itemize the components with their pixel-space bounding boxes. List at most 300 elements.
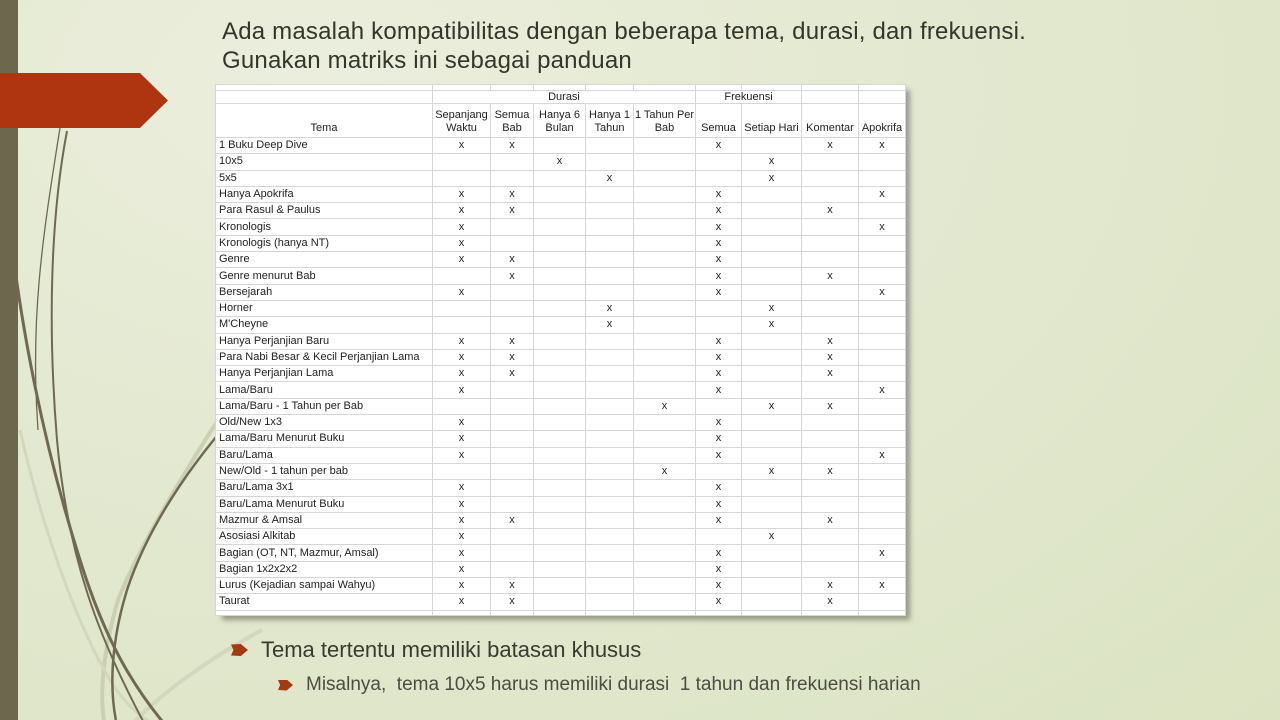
- mark-cell: [534, 561, 586, 577]
- grass-stem-dark: [8, 205, 162, 720]
- mark-cell: x: [433, 366, 491, 382]
- tema-cell: Horner: [216, 300, 433, 316]
- mark-cell: x: [742, 317, 802, 333]
- mark-cell: [586, 561, 634, 577]
- mark-cell: x: [742, 300, 802, 316]
- mark-cell: x: [696, 284, 742, 300]
- mark-cell: x: [433, 186, 491, 202]
- tema-cell: Bagian (OT, NT, Mazmur, Amsal): [216, 545, 433, 561]
- table-row: [216, 333, 906, 349]
- red-arrow-decoration: [0, 73, 168, 128]
- mark-cell: [534, 138, 586, 154]
- mark-cell: x: [696, 480, 742, 496]
- mark-cell: [859, 594, 906, 610]
- mark-cell: [586, 431, 634, 447]
- column-header: Hanya 1 Tahun: [586, 104, 634, 138]
- mark-cell: [433, 268, 491, 284]
- mark-cell: [491, 317, 534, 333]
- mark-cell: [634, 512, 696, 528]
- mark-cell: x: [491, 186, 534, 202]
- mark-cell: [802, 186, 859, 202]
- mark-cell: x: [433, 561, 491, 577]
- empty-cell: [534, 610, 586, 615]
- tema-cell: Bersejarah: [216, 284, 433, 300]
- mark-cell: [634, 252, 696, 268]
- mark-cell: [742, 349, 802, 365]
- mark-cell: x: [433, 219, 491, 235]
- mark-cell: x: [433, 480, 491, 496]
- mark-cell: [696, 529, 742, 545]
- mark-cell: [491, 463, 534, 479]
- mark-cell: [742, 512, 802, 528]
- table-row: [216, 398, 906, 414]
- mark-cell: x: [433, 349, 491, 365]
- mark-cell: [491, 561, 534, 577]
- bullet-arrow-icon: [231, 644, 248, 656]
- mark-cell: x: [859, 138, 906, 154]
- mark-cell: [742, 252, 802, 268]
- mark-cell: [802, 219, 859, 235]
- mark-cell: [534, 186, 586, 202]
- mark-cell: [742, 480, 802, 496]
- table-row: [216, 170, 906, 186]
- empty-cell: [742, 610, 802, 615]
- tema-cell: M'Cheyne: [216, 317, 433, 333]
- mark-cell: [634, 235, 696, 251]
- table-row: [216, 284, 906, 300]
- mark-cell: [802, 284, 859, 300]
- table-row: [216, 578, 906, 594]
- mark-cell: [634, 529, 696, 545]
- mark-cell: x: [859, 545, 906, 561]
- mark-cell: [586, 284, 634, 300]
- mark-cell: [802, 252, 859, 268]
- grass-stem-dark: [52, 131, 143, 720]
- tema-cell: Lama/Baru Menurut Buku: [216, 431, 433, 447]
- mark-cell: x: [491, 578, 534, 594]
- mark-cell: [634, 480, 696, 496]
- mark-cell: x: [433, 594, 491, 610]
- mark-cell: [534, 219, 586, 235]
- tema-cell: Genre menurut Bab: [216, 268, 433, 284]
- mark-cell: [742, 545, 802, 561]
- tema-cell: Para Nabi Besar & Kecil Perjanjian Lama: [216, 349, 433, 365]
- mark-cell: [634, 431, 696, 447]
- mark-cell: [586, 463, 634, 479]
- mark-cell: [859, 170, 906, 186]
- mark-cell: [534, 594, 586, 610]
- mark-cell: [586, 154, 634, 170]
- mark-cell: [859, 431, 906, 447]
- mark-cell: [634, 578, 696, 594]
- mark-cell: [491, 480, 534, 496]
- table-row: [216, 268, 906, 284]
- mark-cell: [696, 398, 742, 414]
- grass-stem-dark: [35, 128, 60, 430]
- mark-cell: [534, 447, 586, 463]
- tema-cell: 10x5: [216, 154, 433, 170]
- mark-cell: [634, 138, 696, 154]
- mark-cell: [859, 480, 906, 496]
- title-line-1: Ada masalah kompatibilitas dengan beberapa tema, durasi, dan frekuensi.: [222, 18, 1027, 45]
- mark-cell: [802, 382, 859, 398]
- mark-cell: x: [802, 366, 859, 382]
- tema-cell: Hanya Perjanjian Lama: [216, 366, 433, 382]
- mark-cell: [859, 398, 906, 414]
- mark-cell: x: [433, 529, 491, 545]
- table-row: [216, 317, 906, 333]
- table-row: [216, 610, 906, 615]
- mark-cell: [742, 333, 802, 349]
- table-row: [216, 252, 906, 268]
- mark-cell: [859, 415, 906, 431]
- mark-cell: [634, 382, 696, 398]
- mark-cell: [534, 545, 586, 561]
- mark-cell: x: [433, 496, 491, 512]
- mark-cell: x: [802, 138, 859, 154]
- mark-cell: [534, 398, 586, 414]
- mark-cell: x: [802, 333, 859, 349]
- mark-cell: [534, 170, 586, 186]
- table-row: [216, 366, 906, 382]
- table-row: [216, 235, 906, 251]
- mark-cell: [534, 366, 586, 382]
- mark-cell: [586, 349, 634, 365]
- empty-cell: [216, 610, 433, 615]
- mark-cell: [634, 268, 696, 284]
- mark-cell: [491, 219, 534, 235]
- mark-cell: [742, 268, 802, 284]
- mark-cell: [491, 235, 534, 251]
- mark-cell: [742, 203, 802, 219]
- mark-cell: [534, 252, 586, 268]
- mark-cell: [491, 154, 534, 170]
- matrix-table: [215, 84, 906, 616]
- mark-cell: [742, 415, 802, 431]
- mark-cell: x: [696, 366, 742, 382]
- compatibility-matrix: [215, 84, 905, 616]
- mark-cell: [859, 317, 906, 333]
- mark-cell: [491, 431, 534, 447]
- mark-cell: x: [433, 284, 491, 300]
- mark-cell: [802, 447, 859, 463]
- mark-cell: [534, 529, 586, 545]
- tema-cell: Kronologis: [216, 219, 433, 235]
- mark-cell: x: [696, 545, 742, 561]
- mark-cell: [534, 317, 586, 333]
- mark-cell: [696, 300, 742, 316]
- mark-cell: x: [433, 578, 491, 594]
- mark-cell: x: [696, 512, 742, 528]
- mark-cell: x: [802, 594, 859, 610]
- mark-cell: x: [634, 398, 696, 414]
- mark-cell: [802, 154, 859, 170]
- mark-cell: [586, 480, 634, 496]
- mark-cell: x: [491, 333, 534, 349]
- column-header: Komentar: [802, 104, 859, 138]
- mark-cell: x: [802, 349, 859, 365]
- mark-cell: x: [491, 349, 534, 365]
- mark-cell: [433, 317, 491, 333]
- empty-cell: [859, 610, 906, 615]
- mark-cell: [742, 219, 802, 235]
- tema-cell: Baru/Lama 3x1: [216, 480, 433, 496]
- mark-cell: x: [742, 398, 802, 414]
- table-row: [216, 463, 906, 479]
- bullet-item-2: [278, 674, 921, 696]
- mark-cell: [634, 186, 696, 202]
- mark-cell: [491, 496, 534, 512]
- table-row: [216, 561, 906, 577]
- mark-cell: x: [859, 219, 906, 235]
- mark-cell: x: [742, 529, 802, 545]
- table-column-header: [216, 104, 906, 138]
- mark-cell: [586, 333, 634, 349]
- tema-cell: Baru/Lama: [216, 447, 433, 463]
- column-header: Hanya 6 Bulan: [534, 104, 586, 138]
- mark-cell: [534, 578, 586, 594]
- mark-cell: x: [742, 463, 802, 479]
- table-row: [216, 138, 906, 154]
- mark-cell: x: [696, 447, 742, 463]
- mark-cell: [534, 431, 586, 447]
- mark-cell: [433, 154, 491, 170]
- mark-cell: [802, 317, 859, 333]
- mark-cell: [534, 480, 586, 496]
- mark-cell: x: [859, 284, 906, 300]
- mark-cell: [586, 235, 634, 251]
- empty-cell: [216, 91, 433, 104]
- mark-cell: [859, 252, 906, 268]
- mark-cell: x: [433, 235, 491, 251]
- mark-cell: [742, 578, 802, 594]
- mark-cell: x: [433, 447, 491, 463]
- mark-cell: x: [802, 463, 859, 479]
- mark-cell: [534, 496, 586, 512]
- tema-cell: Lama/Baru: [216, 382, 433, 398]
- mark-cell: [491, 382, 534, 398]
- tema-cell: Lama/Baru - 1 Tahun per Bab: [216, 398, 433, 414]
- mark-cell: x: [433, 512, 491, 528]
- tema-cell: Bagian 1x2x2x2: [216, 561, 433, 577]
- mark-cell: [859, 366, 906, 382]
- mark-cell: [534, 284, 586, 300]
- group-header-durasi: Durasi: [433, 91, 696, 104]
- mark-cell: x: [802, 512, 859, 528]
- slide-title: [222, 17, 1202, 75]
- mark-cell: [491, 545, 534, 561]
- mark-cell: [859, 496, 906, 512]
- mark-cell: [586, 529, 634, 545]
- mark-cell: [534, 268, 586, 284]
- mark-cell: [859, 268, 906, 284]
- mark-cell: x: [696, 561, 742, 577]
- bullet-1-text: Tema tertentu memiliki batasan khusus: [261, 637, 642, 662]
- column-header: Setiap Hari: [742, 104, 802, 138]
- tema-cell: 5x5: [216, 170, 433, 186]
- mark-cell: x: [696, 415, 742, 431]
- mark-cell: [534, 415, 586, 431]
- mark-cell: [634, 333, 696, 349]
- mark-cell: x: [586, 170, 634, 186]
- mark-cell: [696, 154, 742, 170]
- mark-cell: x: [491, 366, 534, 382]
- mark-cell: x: [696, 219, 742, 235]
- mark-cell: [859, 154, 906, 170]
- mark-cell: [859, 512, 906, 528]
- mark-cell: x: [696, 578, 742, 594]
- mark-cell: x: [696, 268, 742, 284]
- mark-cell: [802, 480, 859, 496]
- mark-cell: [433, 170, 491, 186]
- empty-cell: [859, 91, 906, 104]
- mark-cell: [634, 349, 696, 365]
- table-row: [216, 300, 906, 316]
- mark-cell: [634, 366, 696, 382]
- tema-cell: Kronologis (hanya NT): [216, 235, 433, 251]
- mark-cell: x: [696, 186, 742, 202]
- mark-cell: [802, 529, 859, 545]
- mark-cell: [742, 594, 802, 610]
- table-row: [216, 219, 906, 235]
- mark-cell: [859, 349, 906, 365]
- mark-cell: x: [491, 268, 534, 284]
- mark-cell: [491, 447, 534, 463]
- table-row: [216, 203, 906, 219]
- mark-cell: x: [433, 203, 491, 219]
- mark-cell: [634, 284, 696, 300]
- tema-cell: Genre: [216, 252, 433, 268]
- mark-cell: x: [742, 154, 802, 170]
- mark-cell: [534, 203, 586, 219]
- mark-cell: [802, 496, 859, 512]
- column-header: Tema: [216, 104, 433, 138]
- mark-cell: [696, 317, 742, 333]
- mark-cell: [742, 138, 802, 154]
- empty-cell: [802, 610, 859, 615]
- mark-cell: [802, 545, 859, 561]
- mark-cell: [586, 415, 634, 431]
- bullet-item-1: [231, 637, 641, 663]
- mark-cell: x: [802, 578, 859, 594]
- mark-cell: [802, 170, 859, 186]
- mark-cell: [534, 382, 586, 398]
- table-row: [216, 529, 906, 545]
- empty-cell: [586, 610, 634, 615]
- mark-cell: x: [742, 170, 802, 186]
- mark-cell: [491, 415, 534, 431]
- table-row: [216, 480, 906, 496]
- mark-cell: [586, 545, 634, 561]
- mark-cell: x: [586, 300, 634, 316]
- mark-cell: x: [802, 268, 859, 284]
- tema-cell: Asosiasi Alkitab: [216, 529, 433, 545]
- mark-cell: [586, 578, 634, 594]
- tema-cell: Taurat: [216, 594, 433, 610]
- mark-cell: [859, 529, 906, 545]
- mark-cell: [742, 496, 802, 512]
- mark-cell: x: [802, 203, 859, 219]
- table-group-header: [216, 91, 906, 104]
- mark-cell: x: [634, 463, 696, 479]
- mark-cell: [859, 463, 906, 479]
- mark-cell: [742, 561, 802, 577]
- group-header-frekuensi: Frekuensi: [696, 91, 802, 104]
- table-row: [216, 431, 906, 447]
- mark-cell: [491, 284, 534, 300]
- mark-cell: x: [696, 431, 742, 447]
- mark-cell: [742, 431, 802, 447]
- mark-cell: [696, 463, 742, 479]
- table-row: [216, 447, 906, 463]
- empty-cell: [433, 610, 491, 615]
- mark-cell: x: [696, 382, 742, 398]
- title-line-2: Gunakan matriks ini sebagai panduan: [222, 47, 632, 74]
- table-row: [216, 496, 906, 512]
- mark-cell: [742, 284, 802, 300]
- table-row: [216, 349, 906, 365]
- table-row: [216, 512, 906, 528]
- mark-cell: [586, 366, 634, 382]
- tema-cell: Hanya Perjanjian Baru: [216, 333, 433, 349]
- mark-cell: [859, 561, 906, 577]
- mark-cell: [802, 415, 859, 431]
- mark-cell: [802, 431, 859, 447]
- mark-cell: x: [859, 186, 906, 202]
- mark-cell: x: [696, 252, 742, 268]
- mark-cell: [742, 447, 802, 463]
- tema-cell: Hanya Apokrifa: [216, 186, 433, 202]
- table-row: [216, 594, 906, 610]
- mark-cell: x: [433, 252, 491, 268]
- mark-cell: x: [433, 415, 491, 431]
- mark-cell: [586, 203, 634, 219]
- mark-cell: x: [534, 154, 586, 170]
- mark-cell: [802, 300, 859, 316]
- mark-cell: [742, 235, 802, 251]
- mark-cell: [586, 219, 634, 235]
- mark-cell: [491, 529, 534, 545]
- mark-cell: x: [696, 594, 742, 610]
- mark-cell: [696, 170, 742, 186]
- mark-cell: [534, 512, 586, 528]
- mark-cell: x: [696, 349, 742, 365]
- mark-cell: [534, 300, 586, 316]
- mark-cell: x: [433, 545, 491, 561]
- tema-cell: 1 Buku Deep Dive: [216, 138, 433, 154]
- mark-cell: x: [433, 382, 491, 398]
- empty-cell: [696, 610, 742, 615]
- mark-cell: [491, 170, 534, 186]
- mark-cell: x: [802, 398, 859, 414]
- mark-cell: [586, 382, 634, 398]
- mark-cell: [634, 300, 696, 316]
- bullet-arrow-icon: [278, 680, 293, 691]
- mark-cell: [634, 317, 696, 333]
- mark-cell: x: [491, 594, 534, 610]
- mark-cell: x: [433, 138, 491, 154]
- tema-cell: Baru/Lama Menurut Buku: [216, 496, 433, 512]
- mark-cell: x: [433, 431, 491, 447]
- mark-cell: [634, 545, 696, 561]
- mark-cell: [433, 300, 491, 316]
- mark-cell: x: [491, 252, 534, 268]
- mark-cell: x: [586, 317, 634, 333]
- table-row: [216, 415, 906, 431]
- mark-cell: [859, 300, 906, 316]
- mark-cell: x: [859, 447, 906, 463]
- tema-cell: Para Rasul & Paulus: [216, 203, 433, 219]
